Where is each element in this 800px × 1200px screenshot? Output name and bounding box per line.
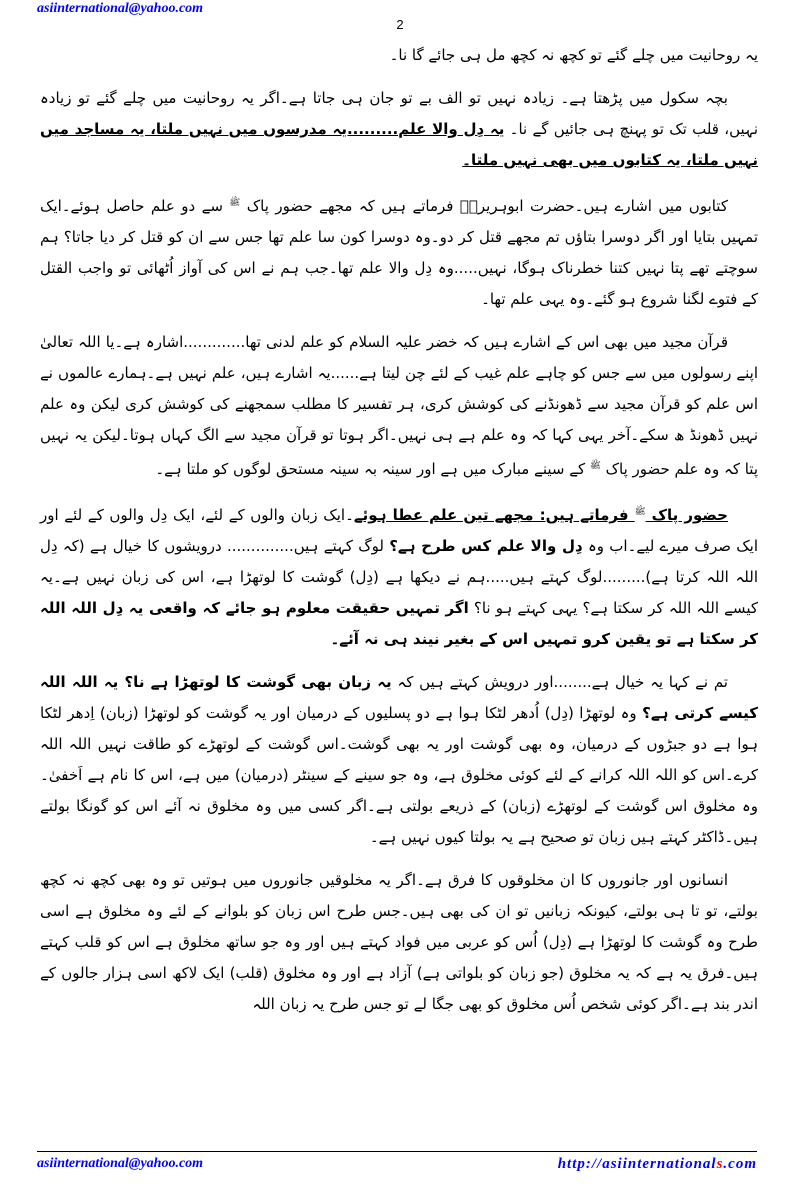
bold-text-run: دِل والا علم کس طرح ہے؟ — [389, 537, 583, 555]
bold-text-run: اگر تمہیں حقیقت معلوم ہو جائے کہ واقعی یہ دِل اللہ اللہ کر سکتا ہے تو یقین کرو تمہیں اس کے بغیر نیند ہی نہ آئے۔ — [40, 599, 758, 648]
url-accent-letter: s — [716, 1156, 724, 1172]
text-run: یہ روحانیت میں چلے گئے تو کچھ نہ کچھ مل ہی جائے گا نا۔ — [389, 46, 758, 64]
underlined-heading-run: فرماتے ہیں: مجھے تین علم عطا ہوئے — [353, 506, 635, 524]
text-run: انسانوں اور جانوروں کا ان مخلوقوں کا فرق ہے۔اگر یہ مخلوقیں جانوروں میں ہوتیں تو وہ بھی کچھ نہ کچھ بولتے، تو تا ہی بولتے، کیونکہ زبانیں تو ان کی بھی ہیں۔جس طرح اس زبان کو بلوانے کے لئے وہ مخلوق ہے اسی طرح وہ گوشت کا لوتھڑا ہے (دِل) اُس کو عربی میں فواد کہتے ہیں اور وہ جو ساتھ مخلوق ہے اس کو قلب کہتے ہیں۔فرق یہ ہے کہ یہ مخلوق (جو زبان کو بلواتی ہے) آزاد ہے اور وہ مخلوق (قلب) ایک لاکھ اسی ہزار جالوں کے اندر بند ہے۔اگر کوئی شخص اُس مخلوق کو بھی جگا لے تو جس طرح یہ زبان اللہ — [40, 871, 758, 1013]
header-email-link[interactable]: asiinternational@yahoo.com — [37, 1, 204, 16]
footer-website-link[interactable] — [558, 1156, 757, 1173]
honorific-glyph: ﷺ — [589, 461, 601, 471]
url-suffix: .com — [723, 1156, 757, 1172]
text-run: کتابوں میں اشارے ہیں۔حضرت ابوہریرہؓ فرماتے ہیں کہ مجھے حضور پاک — [240, 197, 728, 215]
text-run: وہ لوتھڑا (دِل) اُدھر لٹکا ہوا ہے دو پسلیوں کے درمیان اور یہ گوشت کو لوتھڑا (زبان) اِدھر لٹکا ہوا ہے دو جبڑوں کے درمیان، وہ بھی گوشت اور یہ بھی گوشت۔اس گوشت کے لوتھڑے کو طاقت نہیں اللہ اللہ کرے۔اس کو اللہ اللہ کرانے کے لئے کوئی مخلوق ہے، وہ جو سینے کے سینٹر (درمیان) میں ہے، اس کا نام ہے اَخفیٰ۔وہ مخلوق اس گوشت کے لوتھڑے (زبان) کے ذریعے بولتی ہے۔اگر کسی میں وہ مخلوق نہ آئے اس کو گونگا بولتے ہیں۔ڈاکٹر کہتے ہیں زبان تو صحیح ہے یہ بولتا کیوں نہیں ہے۔ — [40, 704, 758, 846]
paragraph — [40, 327, 758, 485]
text-run: ۔ایک زبان والوں کے لئے، ایک دِل والوں کے لئے اور ایک صرف میرے لیے۔اب وہ — [40, 506, 758, 555]
text-run: سے دو علم حاصل ہوئے۔ایک تمہیں بتایا اور اگر دوسرا بتاؤں تم مجھے قتل کر دو۔وہ دوسرا کون سا علم تھا جس سے ان کو قتل کر دیا جاتا؟ ہم سوچتے تھے پتا نہیں کتنا خطرناک ہوگا، نہیں.....وہ دِل والا علم تھا۔جب ہم نے اس کی آواز اُٹھائی تو واجب القتل کے فتوے لگنا شروع ہو گئے۔وہ یہی علم تھا۔ — [40, 197, 758, 308]
text-run: بچہ سکول میں پڑھتا ہے۔ زیادہ نہیں تو الف بے تو جان ہی جاتا ہے۔اگر یہ روحانیت میں چلے گئے تو زیادہ نہیں، قلب تک تو پہنچ ہی جائیں گے نا۔ — [40, 89, 758, 138]
bold-text-run: یہ زبان بھی گوشت کا لوتھڑا ہے نا؟ یہ اللہ اللہ کیسے کرتی ہے؟ — [40, 673, 758, 722]
underlined-heading-run: یہ دِل والا علم.........یہ مدرسوں میں نہیں ملتا، یہ مساجد میں نہیں ملتا، یہ کتابوں میں بھی نہیں ملتا۔ — [40, 120, 758, 169]
page-number: 2 — [396, 17, 404, 32]
document-body — [40, 40, 758, 1032]
paragraph — [40, 83, 758, 176]
footer-divider — [37, 1151, 757, 1152]
paragraph — [40, 497, 758, 655]
underlined-heading-run: حضور پاک — [645, 506, 728, 524]
footer-email-link[interactable]: asiinternational@yahoo.com — [37, 1156, 204, 1171]
text-run: لوگ کہتے ہیں.............. درویشوں کا خیال ہے (کہ دِل اللہ اللہ کرتا ہے).........لوگ کہتے ہیں.....ہم نے دیکھا ہے (دِل) گوشت کا لوتھڑا ہے، اس کی زبان نہیں ہے۔یہ کیسے اللہ اللہ کر سکتا ہے؟ یہی کہتے ہو نا؟ — [40, 537, 758, 617]
text-run: کے سینے مبارک میں ہے اور سینہ بہ سینہ مستحق لوگوں کو ملتا ہے۔ — [155, 460, 590, 478]
url-prefix: http://asiinternational — [557, 1156, 717, 1172]
honorific-glyph: ﷺ — [634, 507, 646, 517]
text-run: تم نے کہا یہ خیال ہے........اور درویش کہتے ہیں کہ — [391, 673, 728, 691]
paragraph — [40, 865, 758, 1020]
honorific-glyph: ﷺ — [229, 198, 241, 208]
paragraph — [40, 667, 758, 853]
text-run: قرآن مجید میں بھی اس کے اشارے ہیں کہ خضر علیہ السلام کو علم لدنی تھا.............اشارہ ہے۔یا اللہ تعالیٰ اپنے رسولوں میں سے جس کو چاہے علم غیب کے لئے چن لیتا ہے......یہ اشارے ہیں، علم نہیں ہے۔ہمارے عالموں نے اس علم کو قرآن مجید سے ڈھونڈنے کی کوشش کری، ہر تفسیر کا مطلب سمجھنے کی کوشش کری لیکن وہ علم نہیں ڈھونڈ ھ سکے۔آخر یہی کہا کہ وہ علم ہے ہی نہیں۔اگر ہوتا تو قرآن مجید سے الگ کہاں ہوتا۔لیکن یہ نہیں پتا کہ وہ علم حضور پاک — [40, 333, 758, 478]
paragraph — [40, 40, 758, 71]
paragraph — [40, 188, 758, 315]
